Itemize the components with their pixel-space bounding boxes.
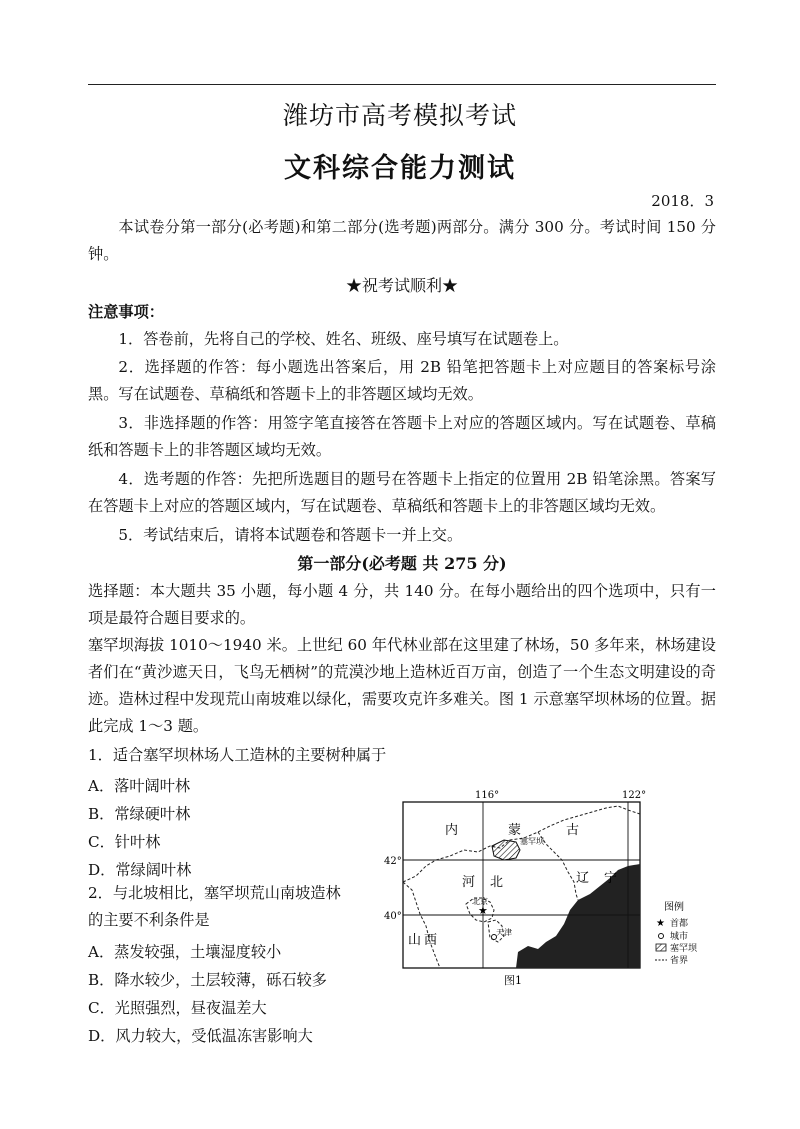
region-xi: 西 <box>424 933 438 948</box>
question-2-stem-line1: 2．与北坡相比，塞罕坝荒山南坡造林 <box>88 884 341 902</box>
region-gu: 古 <box>566 823 580 838</box>
legend-item-capital: 首都 <box>670 919 689 929</box>
question-1-option-a: A．落叶阔叶林 <box>88 777 191 795</box>
notice-item-5: 5．考试结束后，请将本试题卷和答题卡一并上交。 <box>118 526 463 544</box>
question-1-option-d: D．常绿阔叶林 <box>88 861 192 879</box>
question-2-option-a: A．蒸发较强，土壤湿度较小 <box>88 943 282 961</box>
region-shan: 山 <box>408 933 422 948</box>
notice-item-2: 2．选择题的作答：每小题选出答案后，用 2B 铅笔把答题卡上对应题目的答案标号涂黑。写在试题卷、草稿纸和答题卡上的非答题区域均无效。 <box>88 358 716 403</box>
choice-instructions: 选择题：本大题共 35 小题，每小题 4 分，共 140 分。在每小题给出的四个选项中，只有一项是最符合题目要求的。 <box>88 582 716 627</box>
notice-heading: 注意事项： <box>88 303 164 321</box>
region-nei: 内 <box>445 823 459 838</box>
region-meng: 蒙 <box>508 823 522 838</box>
exam-date: 2018．3 <box>651 192 714 210</box>
question-2-option-c: C．光照强烈，昼夜温差大 <box>88 999 267 1017</box>
top-rule <box>88 84 716 85</box>
question-2-option-d: D．风力较大，受低温冻害影响大 <box>88 1027 313 1045</box>
good-luck-line: ★祝考试顺利★ <box>345 276 458 295</box>
city-label-tianjin: 天津 <box>496 928 512 937</box>
notice-item-1: 1．答卷前，先将自己的学校、姓名、班级、座号填写在试题卷上。 <box>118 330 569 348</box>
notice-item-3: 3．非选择题的作答：用签字笔直接答在答题卡上对应的答题区域内。写在试题卷、草稿纸和答题卡上的非答题区域均无效。 <box>88 414 716 459</box>
legend-star-icon: ★ <box>656 918 665 929</box>
lat-label-40: 40° <box>384 911 402 922</box>
saihanba-label: 塞罕坝 <box>520 837 544 846</box>
exam-title: 潍坊市高考模拟考试 <box>282 101 517 130</box>
question-2-option-b: B．降水较少，土层较薄，砾石较多 <box>88 971 327 989</box>
legend-item-saihanba: 塞罕坝 <box>670 944 698 954</box>
region-bei: 北 <box>490 875 504 890</box>
lon-label-122: 122° <box>622 790 647 801</box>
lat-label-42: 42° <box>384 856 402 867</box>
region-liao: 辽 <box>576 871 590 886</box>
region-ning: 宁 <box>604 871 618 886</box>
figure-1-map <box>378 786 718 998</box>
legend-item-city: 城市 <box>670 932 689 942</box>
capital-star-icon: ★ <box>478 904 488 917</box>
question-2-stem-line2: 的主要不利条件是 <box>88 911 210 929</box>
intro-paragraph: 本试卷分第一部分(必考题)和第二部分(选考题)两部分。满分 300 分。考试时间 150 分钟。 <box>88 218 716 263</box>
lon-label-116: 116° <box>475 790 500 801</box>
exam-subtitle: 文科综合能力测试 <box>284 153 516 184</box>
figure-caption: 图1 <box>504 974 522 987</box>
legend-city-icon <box>659 934 664 939</box>
part1-heading: 第一部分(必考题 共 275 分) <box>297 554 507 573</box>
question-1-option-c: C．针叶林 <box>88 833 161 851</box>
legend-item-boundary: 省界 <box>670 956 689 966</box>
legend-title: 图例 <box>664 902 684 913</box>
question-1-option-b: B．常绿硬叶林 <box>88 805 191 823</box>
passage-text: 塞罕坝海拔 1010～1940 米。上世纪 60 年代林业部在这里建了林场，50 多年来，林场建设者们在“黄沙遮天日，飞鸟无栖树”的荒漠沙地上造林近百万亩，创造了一个生态文明建设的奇迹。造林过程中发现荒山南坡难以绿化，需要攻克许多难关。图 1 示意塞罕坝林场的位置。据此完成 1～3 题。 <box>88 636 716 735</box>
city-label-beijing: 北京 <box>472 897 488 906</box>
notice-item-4: 4．选考题的作答：先把所选题目的题号在答题卡上指定的位置用 2B 铅笔涂黑。答案写在答题卡上对应的答题区域内，写在试题卷、草稿纸和答题卡上的非答题区域均无效。 <box>88 470 716 515</box>
region-he: 河 <box>462 875 476 890</box>
question-1-stem: 1．适合塞罕坝林场人工造林的主要树种属于 <box>88 746 387 764</box>
legend-hatch-icon <box>656 944 666 951</box>
